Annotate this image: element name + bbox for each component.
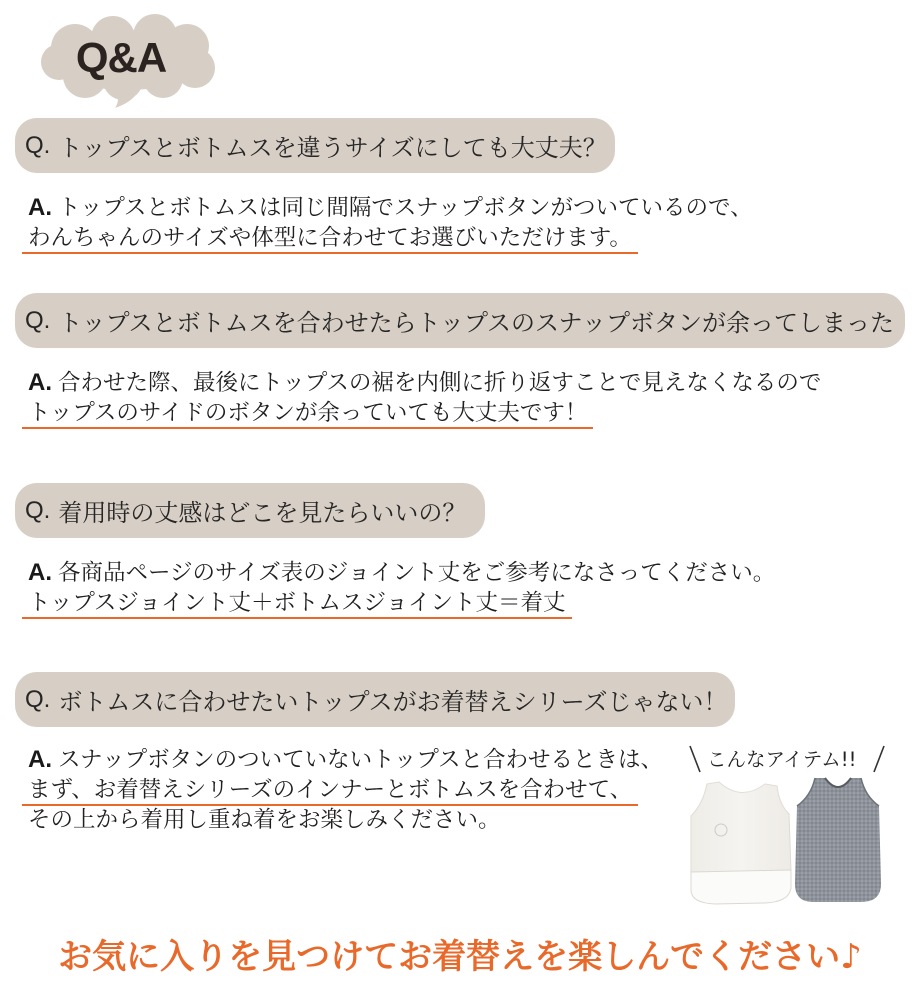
page-title: Q&A	[75, 34, 167, 81]
answer-text: スナップボタンのついていないトップスと合わせるときは、	[58, 747, 664, 773]
answer-line	[28, 193, 753, 223]
answer-block-4	[28, 745, 663, 835]
question-text: ボトムスに合わせたいトップスがお着替えシリーズじゃない！	[58, 688, 728, 716]
answer-highlight-text: トップスのサイドのボタンが余っていても大丈夫です！	[22, 400, 593, 429]
answer-line	[28, 805, 663, 835]
question-bar-2	[15, 293, 905, 348]
product-images	[685, 772, 890, 907]
answer-line	[28, 398, 821, 428]
answer-block-1	[28, 193, 753, 253]
answer-prefix: A.	[28, 559, 52, 586]
footer-message: お気に入りを見つけてお着替えを楽しんでください♪	[58, 937, 862, 977]
question-prefix: Q.	[25, 496, 51, 524]
question-prefix: Q.	[25, 306, 51, 334]
gray-tank-top-image	[795, 778, 881, 902]
answer-line	[28, 368, 821, 398]
answer-prefix: A.	[28, 746, 52, 773]
answer-prefix: A.	[28, 369, 52, 396]
answer-text: その上から着用し重ね着をお楽しみください。	[28, 807, 501, 833]
answer-text: 各商品ページのサイズ表のジョイント丈をご参考になさってください。	[58, 560, 776, 586]
answer-line	[28, 745, 663, 775]
answer-line	[28, 775, 663, 805]
question-prefix: Q.	[25, 131, 51, 159]
white-tank-top-image	[691, 782, 791, 904]
question-bar-4	[15, 672, 735, 727]
answer-highlight-text: トップスジョイント丈＋ボトムスジョイント丈＝着丈	[22, 590, 572, 619]
question-bar-1	[15, 118, 615, 173]
answer-line	[28, 588, 775, 618]
answer-prefix: A.	[28, 194, 52, 221]
answer-highlight-text: わんちゃんのサイズや体型に合わせてお選びいただけます。	[22, 225, 638, 254]
answer-text: トップスとボトムスは同じ間隔でスナップボタンがついているので、	[58, 195, 753, 221]
question-text: トップスとボトムスを合わせたらトップスのスナップボタンが余ってしまった	[58, 309, 895, 337]
answer-line	[28, 558, 775, 588]
answer-block-2	[28, 368, 821, 428]
answer-highlight-text: まず、お着替えシリーズのインナーとボトムスを合わせて、	[22, 777, 638, 806]
question-bar-3	[15, 483, 485, 538]
question-text: 着用時の丈感はどこを見たらいいの？	[58, 499, 467, 527]
question-text: トップスとボトムスを違うサイズにしても大丈夫？	[58, 134, 607, 162]
answer-text: 合わせた際、最後にトップスの裾を内側に折り返すことで見えなくなるので	[58, 370, 822, 396]
answer-block-3	[28, 558, 775, 618]
answer-line	[28, 223, 753, 253]
question-prefix: Q.	[25, 685, 51, 713]
callout-label: こんなアイテム!!	[707, 748, 857, 771]
